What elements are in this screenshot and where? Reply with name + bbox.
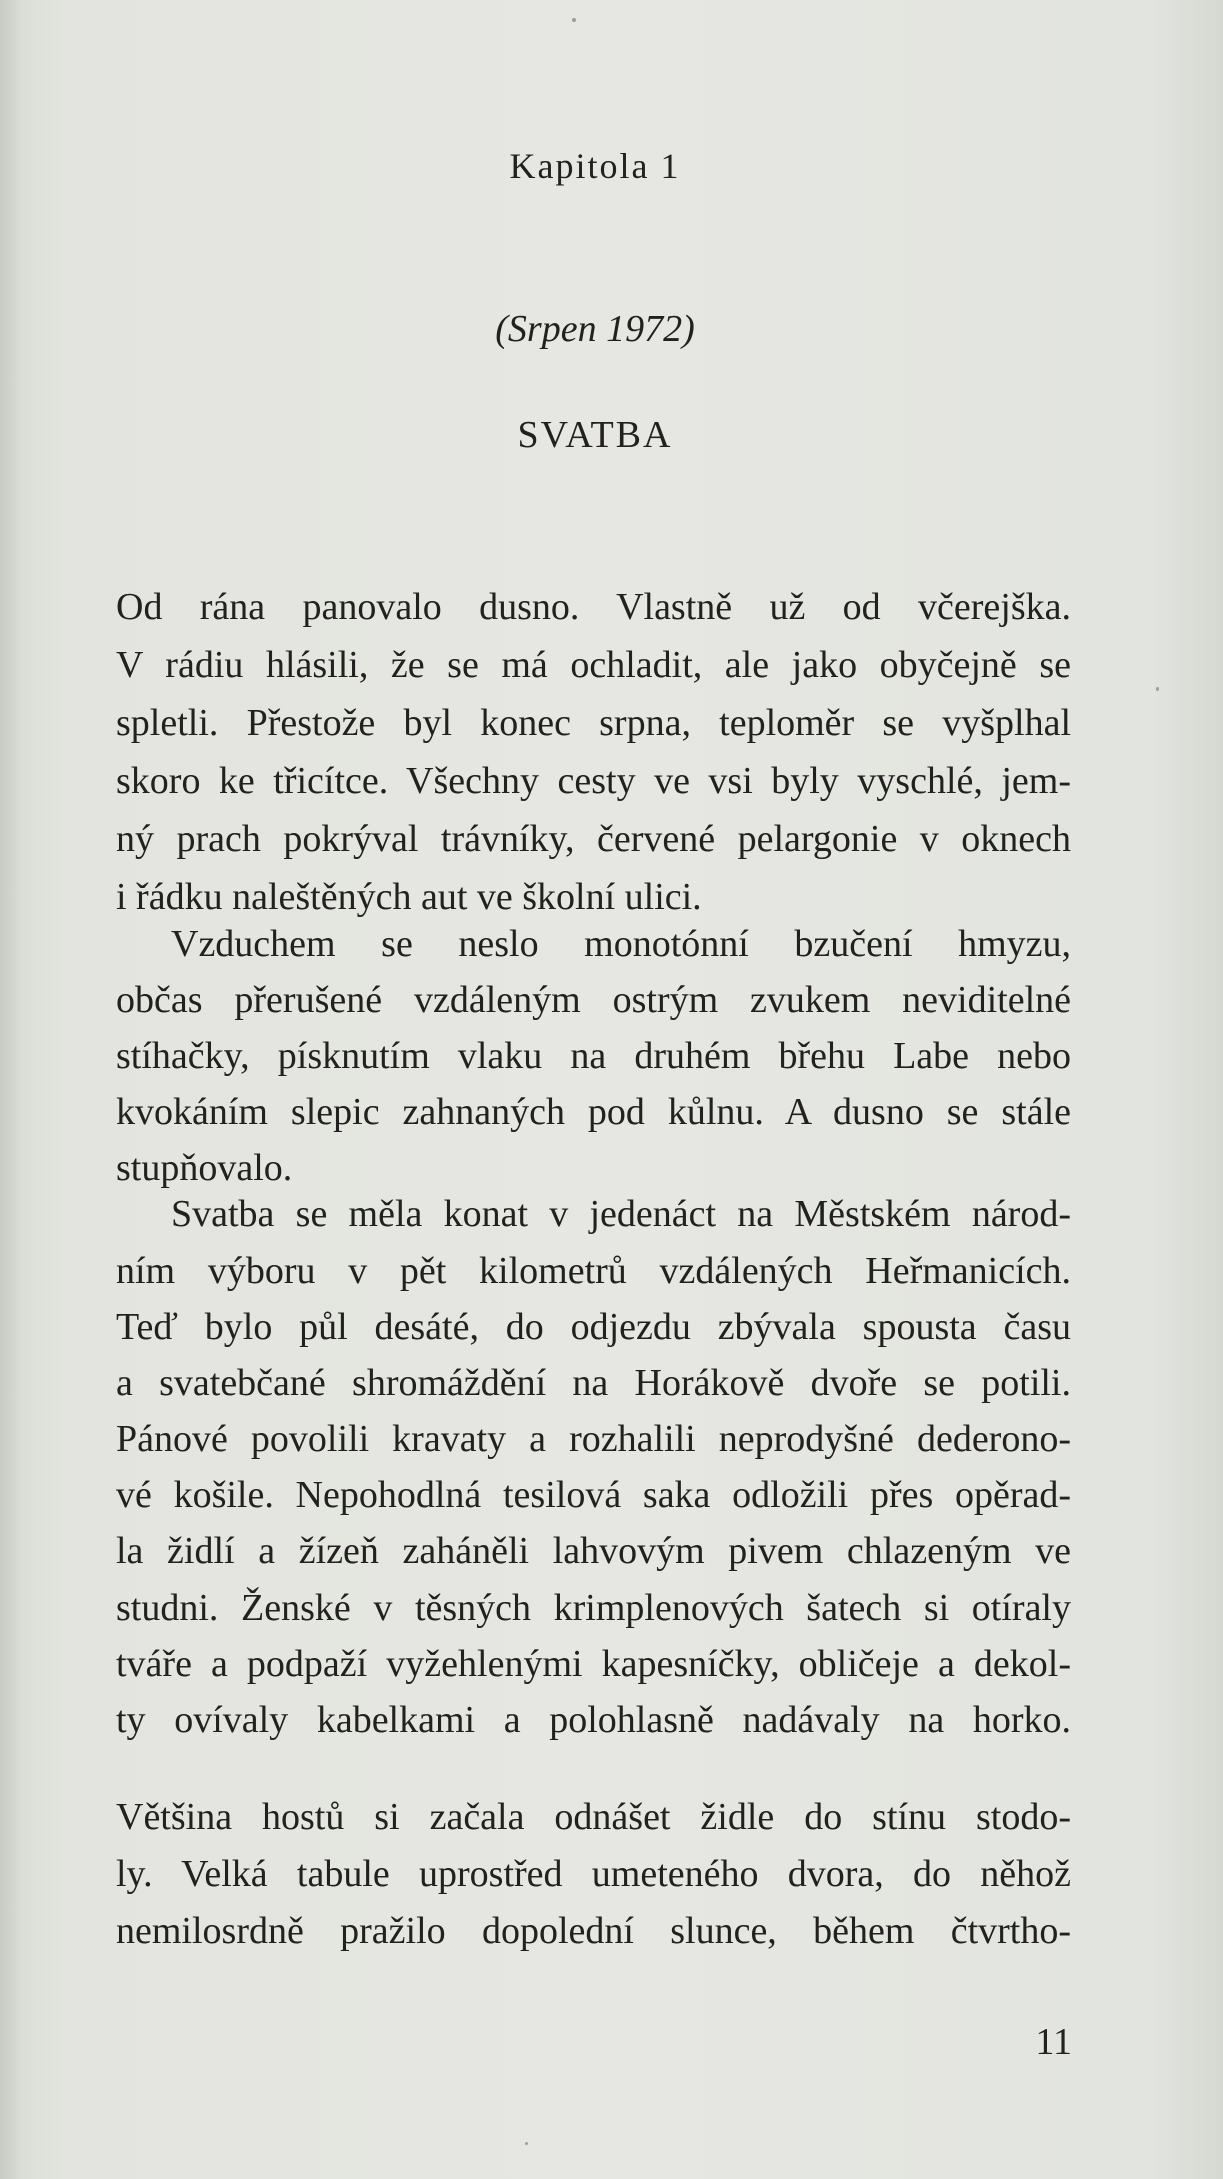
paper-speck [1156, 687, 1159, 691]
body-text-line: Pánové povolili kravaty a rozhalili neprodyšné dederono- [116, 1418, 1071, 1460]
body-text-line: stupňovalo. [116, 1147, 293, 1189]
body-text-line: V rádiu hlásili, že se má ochladit, ale jako obyčejně se [116, 644, 1071, 686]
body-text-line: vé košile. Nepohodlná tesilová saka odložili přes opěrad- [116, 1474, 1071, 1516]
body-text-line: skoro ke třicítce. Všechny cesty ve vsi byly vyschlé, jem- [116, 760, 1071, 802]
body-text-line: i řádku naleštěných aut ve školní ulici. [116, 876, 702, 918]
chapter-date: (Srpen 1972) [495, 308, 695, 350]
body-text-line: občas přerušené vzdáleným ostrým zvukem neviditelné [116, 979, 1071, 1021]
body-text-line: ním výboru v pět kilometrů vzdálených Heřmanicích. [116, 1250, 1071, 1292]
body-text-line: tváře a podpaží vyžehlenými kapesníčky, obličeje a dekol- [116, 1643, 1071, 1685]
body-text-line: nemilosrdně pražilo dopolední slunce, během čtvrtho- [116, 1910, 1071, 1952]
body-text-line: la židlí a žízeň zaháněli lahvovým pivem chlazeným ve [116, 1530, 1071, 1572]
body-text-line: Od rána panovalo dusno. Vlastně už od včerejška. [116, 586, 1071, 628]
body-text-line: ly. Velká tabule uprostřed umeteného dvora, do něhož [116, 1853, 1071, 1895]
body-text-line: ný prach pokrýval trávníky, červené pelargonie v oknech [116, 818, 1071, 860]
paper-speck [572, 18, 576, 22]
body-text-line: spletli. Přestože byl konec srpna, teploměr se vyšplhal [116, 702, 1071, 744]
paper-speck [525, 2142, 528, 2145]
body-text-line: studni. Ženské v těsných krimplenových šatech si otíraly [116, 1587, 1071, 1629]
body-text-line: a svatebčané shromáždění na Horákově dvoře se potili. [116, 1362, 1071, 1404]
body-text-line: Svatba se měla konat v jedenáct na Městském národ- [171, 1193, 1071, 1235]
body-text-line: Teď bylo půl desáté, do odjezdu zbývala spousta času [116, 1306, 1071, 1348]
body-text-line: Většina hostů si začala odnášet židle do stínu stodo- [116, 1796, 1071, 1838]
body-text-line: Vzduchem se neslo monotónní bzučení hmyzu, [171, 923, 1071, 965]
chapter-title: SVATBA [517, 414, 673, 456]
body-text-line: stíhačky, písknutím vlaku na druhém břehu Labe nebo [116, 1035, 1071, 1077]
body-text-line: ty ovívaly kabelkami a polohlasně nadávaly na horko. [116, 1699, 1071, 1741]
body-text-line: kvokáním slepic zahnaných pod kůlnu. A dusno se stále [116, 1091, 1071, 1133]
page-number: 11 [1035, 2021, 1072, 2063]
chapter-label: Kapitola 1 [509, 146, 681, 186]
